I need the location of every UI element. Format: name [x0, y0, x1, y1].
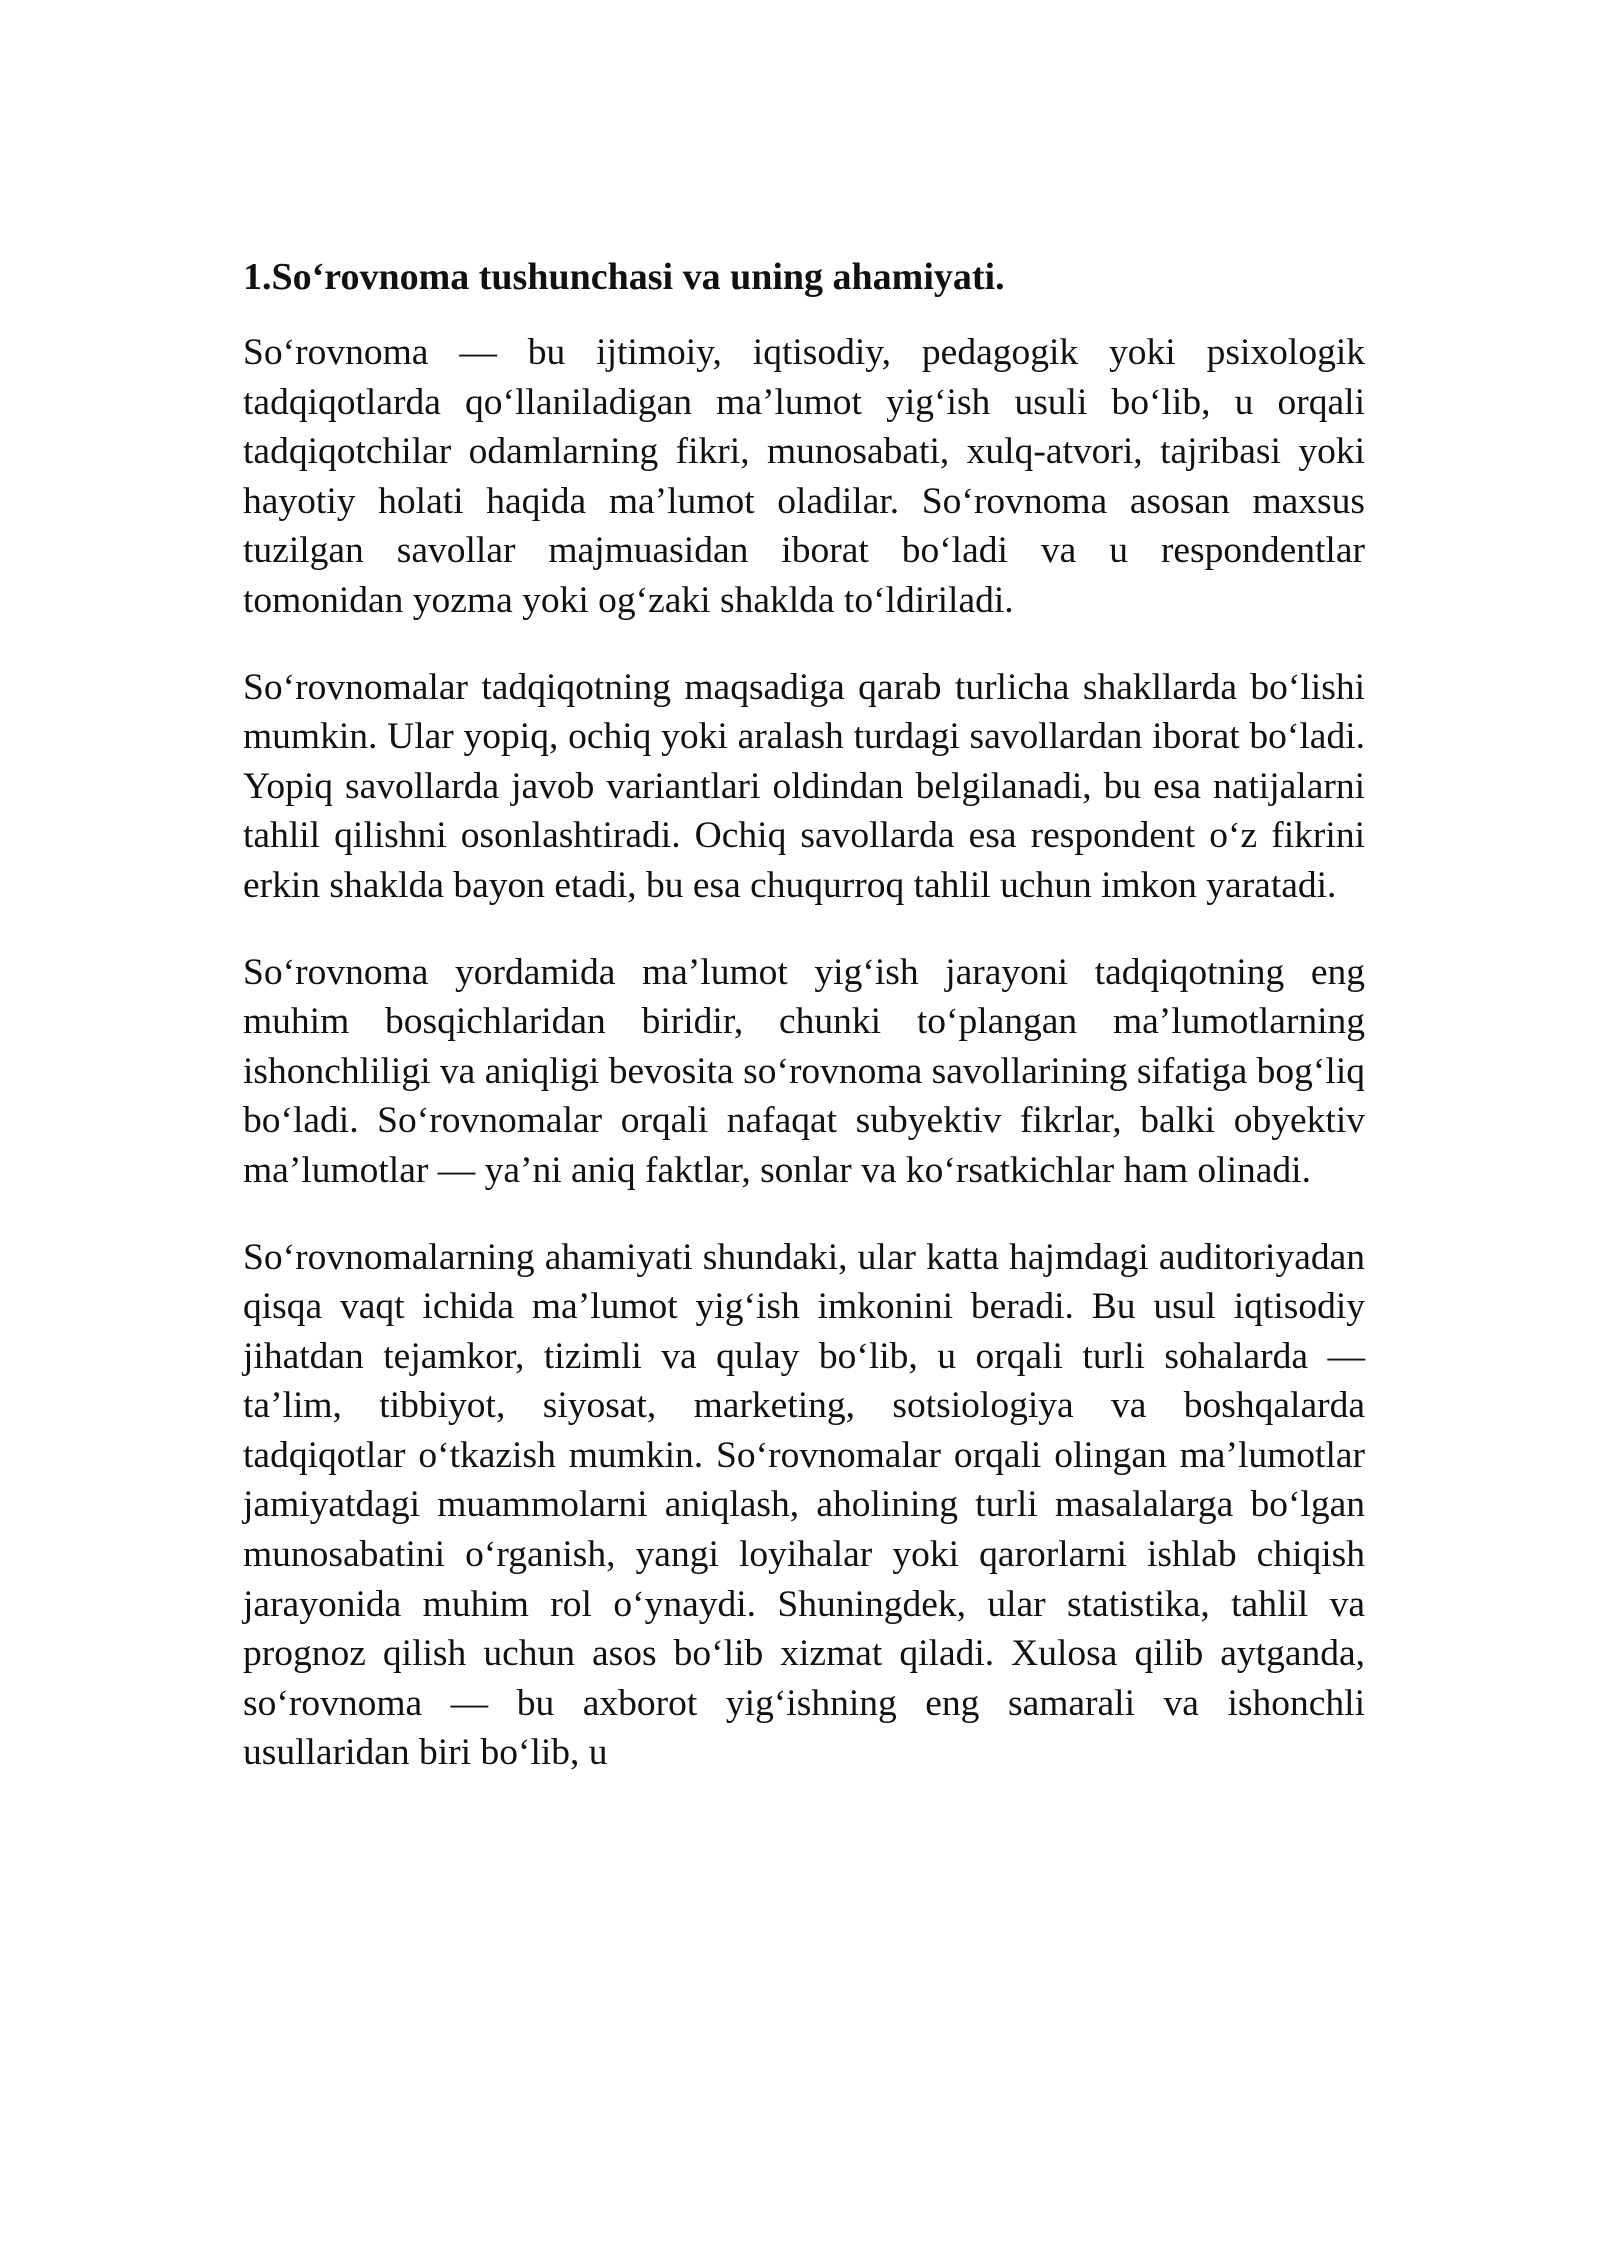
paragraph-forms: So‘rovnomalar tadqiqotning maqsadiga qarab turlicha shakllarda bo‘lishi mumkin. Ular yopiq, ochiq yoki aralash turdagi savollardan iborat bo‘ladi. Yopiq savollarda javob variantlari oldindan belgilanadi, bu esa natijalarni tahlil qilishni osonlashtiradi. Ochiq savollarda esa respondent o‘z fikrini erkin shaklda bayon etadi, bu esa chuqurroq tahlil uchun imkon yaratadi.: [243, 666, 1365, 906]
paragraph-data-collection: So‘rovnoma yordamida ma’lumot yig‘ish jarayoni tadqiqotning eng muhim bosqichlaridan biridir, chunki to‘plangan ma’lumotlarning ishonchliligi va aniqligi bevosita so‘rovnoma savollarining sifatiga bog‘liq bo‘ladi. So‘rovnomalar orqali nafaqat subyektiv fikrlar, balki obyektiv ma’lumotlar — ya’ni aniq faktlar, sonlar va ko‘rsatkichlar ham olinadi.: [243, 951, 1365, 1191]
document-page: [243, 252, 1365, 1815]
paragraph-importance: So‘rovnomalarning ahamiyati shundaki, ular katta hajmdagi auditoriyadan qisqa vaqt ichida ma’lumot yig‘ish imkonini beradi. Bu usul iqtisodiy jihatdan tejamkor, tizimli va qulay bo‘lib, u orqali turli sohalarda — ta’lim, tibbiyot, siyosat, marketing, sotsiologiya va boshqalarda tadqiqotlar o‘tkazish mumkin. So‘rovnomalar orqali olingan ma’lumotlar jamiyatdagi muammolarni aniqlash, aholining turli masalalarga bo‘lgan munosabatini o‘rganish, yangi loyihalar yoki qarorlarni ishlab chiqish jarayonida muhim rol o‘ynaydi. Shuningdek, ular statistika, tahlil va prognoz qilish uchun asos bo‘lib xizmat qiladi. Xulosa qilib aytganda, so‘rovnoma — bu axborot yig‘ishning eng samarali va ishonchli usullaridan biri bo‘lib, u: [243, 1236, 1365, 1774]
paragraph-definition: So‘rovnoma — bu ijtimoiy, iqtisodiy, pedagogik yoki psixologik tadqiqotlarda qo‘llaniladigan ma’lumot yig‘ish usuli bo‘lib, u orqali tadqiqotchilar odamlarning fikri, munosabati, xulq-atvori, tajribasi yoki hayotiy holati haqida ma’lumot oladilar. So‘rovnoma asosan maxsus tuzilgan savollar majmuasidan iborat bo‘ladi va u respondentlar tomonidan yozma yoki og‘zaki shaklda to‘ldiriladi.: [243, 332, 1365, 621]
section-heading: 1.So‘rovnoma tushunchasi va uning ahamiyati.: [243, 256, 1005, 298]
